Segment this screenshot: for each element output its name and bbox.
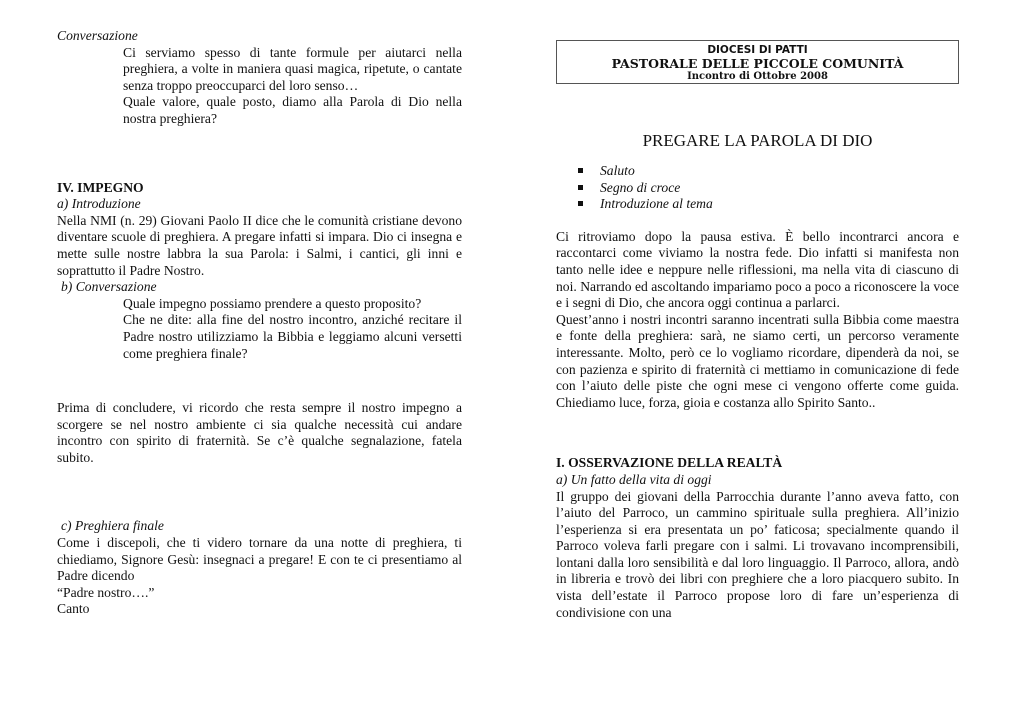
- fact-label: a) Un fatto della vita di oggi: [556, 471, 712, 487]
- conversation2-question-1: Quale impegno possiamo prendere a questo proposito?: [123, 295, 422, 311]
- intro-paragraph-2: Quest’anno i nostri incontri saranno incentrati sulla Bibbia come maestra e fonte della preghiera: sarà, ne siamo certi, un percorso veramente interessante. Molto, però ce lo vogliamo ricordare, dipenderà da noi, se con pazienza e spirito di fraternità ci mettiamo in comunicazione di fede con l’aiuto delle piste che ogni mese ci vengono offerte come guida. Chiediamo luce, forza, gioia e costanza allo Spirito Santo..: [556, 311, 959, 410]
- section-heading: I. OSSERVAZIONE DELLA REALTÀ: [556, 455, 783, 471]
- right-column: [556, 40, 959, 621]
- conversation-label: Conversazione: [57, 28, 138, 43]
- padre-nostro: “Padre nostro….”: [57, 584, 155, 600]
- meeting-date: Incontro di Ottobre 2008: [687, 71, 828, 82]
- bullet-square-icon: [578, 201, 583, 206]
- intro-paragraph-1: Ci ritroviamo dopo la pausa estiva. È bello incontrarci ancora e raccontarci come viviamo la nostra fede. Dio infatti si manifesta non tanto nelle idee e neppure nelle riflessioni, ma nella vita di ciascuno di noi. Narrando ed ascoltando impariamo poco a poco a riconoscere la voce e i segni di Dio, che ancora oggi continua a parlarci.: [556, 228, 959, 311]
- agenda-list: [556, 163, 959, 213]
- prayer-text: Come i discepoli, che ti videro tornare da una notte di preghiera, ti chiediamo, Signore Gesù: insegnaci a pregare! E con te ci presentiamo al Padre dicendo: [57, 535, 462, 584]
- list-item: Segno di croce: [578, 180, 959, 197]
- list-item: Introduzione al tema: [578, 196, 959, 213]
- prayer-label: c) Preghiera finale: [61, 518, 164, 534]
- conversation-text: Ci serviamo spesso di tante formule per aiutarci nella preghiera, a volte in maniera quasi magica, ripetute, o cantate senza troppo preoccuparci del loro senso…: [123, 44, 462, 93]
- list-item: Saluto: [578, 163, 959, 180]
- page-title: PREGARE LA PAROLA DI DIO: [642, 131, 873, 150]
- canto: Canto: [57, 601, 90, 617]
- conversation-question: Quale valore, quale posto, diamo alla Parola di Dio nella nostra preghiera?: [123, 94, 462, 126]
- conversation2-question-2: Che ne dite: alla fine del nostro incontro, anziché recitare il Padre nostro utilizziamo la Bibbia e leggiamo alcuni versetti come preghiera finale?: [123, 312, 462, 361]
- bullet-square-icon: [578, 185, 583, 190]
- conversation2-label: b) Conversazione: [61, 279, 157, 295]
- intro-label: a) Introduzione: [57, 196, 141, 212]
- impegno-heading: IV. IMPEGNO: [57, 179, 144, 195]
- intro-text: Nella NMI (n. 29) Giovani Paolo II dice che le comunità cristiane devono diventare scuole di preghiera. A pregare infatti si impara. Dio ci insegna e mette sulle nostre labbra la sua Parola: i Salmi, i cantici, gli inni e soprattutto il Padre Nostro.: [57, 212, 462, 278]
- pastoral-name: PASTORALE DELLE PICCOLE COMUNITÀ: [611, 56, 904, 71]
- header-box: [556, 40, 959, 84]
- fact-text: Il gruppo dei giovani della Parrocchia durante l’anno aveva fatto, con l’aiuto del Parroco, un cammino spirituale sulla preghiera. All’inizio l’esperienza si era presentata un po’ faticosa; specialmente quando il Parroco voleva farli pregare con i salmi. Li trovavano incomprensibili, lontani dalla loro sensibilità e dal loro linguaggio. Il Parroco, allora, andò in libreria e trovò dei libri con preghiere che a loro piacquero subito. In vista dell’estate il Parroco propose loro di fare un’esperienza di condivisione con una: [556, 488, 959, 620]
- left-column: [57, 28, 462, 618]
- diocese-name: DIOCESI DI PATTI: [707, 44, 808, 56]
- bullet-square-icon: [578, 168, 583, 173]
- conclusion-text: Prima di concludere, vi ricordo che resta sempre il nostro impegno a scorgere se nel nostro ambiente ci sia qualche necessità cui andare incontro con spirito di fraternità. Se c’è qualche segnalazione, fatela subito.: [57, 400, 462, 465]
